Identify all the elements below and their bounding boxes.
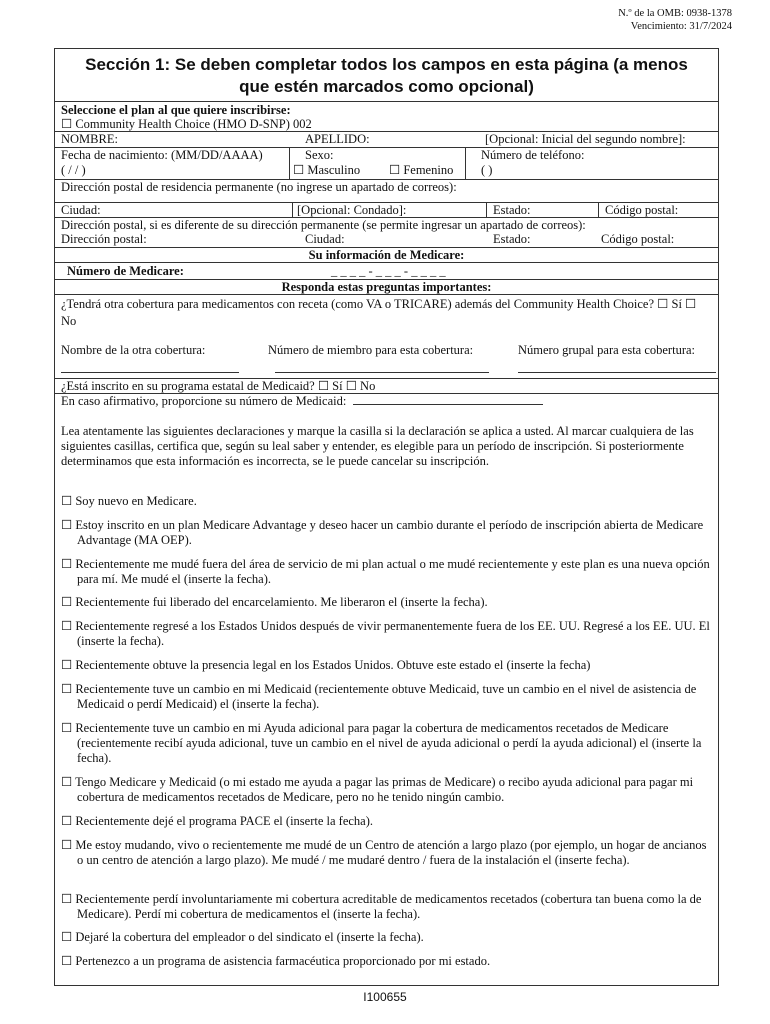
divider [598, 203, 599, 217]
questions-heading: Responda estas preguntas importantes: [55, 280, 718, 295]
plan-option-checkbox[interactable]: ☐ Community Health Choice (HMO D-SNP) 002 [61, 117, 312, 131]
statement-item[interactable]: ☐ Recientemente dejé el programa PACE el (inserte la fecha). [61, 814, 374, 828]
statement-item[interactable]: ☐ Pertenezco a un programa de asistencia farmacéutica proporcionado por mi estado. [61, 954, 491, 968]
enrollment-form [54, 48, 719, 986]
state-field[interactable]: Estado: [493, 203, 531, 217]
mailing-note: Dirección postal, si es diferente de su dirección permanente (se permite ingresar un apartado de correos): [61, 218, 586, 232]
sex-label: Sexo: [305, 148, 334, 162]
statement-item[interactable]: ☐ Tengo Medicare y Medicaid (o mi estado me ayuda a pagar las primas de Medicare) o recibo ayuda adicional para pagar mi cobertura de medicamentos recetados de Medicare, pero no he tenido ningún cambio. [61, 775, 694, 804]
mailing-address-row [55, 218, 718, 248]
middle-initial-field[interactable]: [Opcional: Inicial del segundo nombre]: [485, 132, 686, 146]
statement-item[interactable]: ☐ Recientemente me mudé fuera del área de servicio de mi plan actual o me mudé recientemente y este plan es una nueva opción para mí. Me mudé el (inserte la fecha). [61, 557, 710, 586]
dob-row [55, 148, 718, 180]
medicaid-number-line[interactable] [353, 394, 543, 405]
medicaid-question[interactable]: ¿Está inscrito en su programa estatal de Medicaid? ☐ Sí ☐ No [61, 379, 376, 393]
statement-item[interactable]: ☐ Recientemente fui liberado del encarcelamiento. Me liberaron el (inserte la fecha). [61, 595, 488, 609]
city-row [55, 203, 718, 218]
statement-item[interactable]: ☐ Recientemente tuve un cambio en mi Ayuda adicional para pagar la cobertura de medicamentos recetados de Medicare (recientemente recibí ayuda adicional, tuve un cambio en el nivel de ayuda adicional o perdí la ayuda adicional) el (inserte la fecha). [61, 721, 702, 765]
medicare-number-label: Número de Medicare: [67, 264, 184, 278]
statement-item[interactable]: ☐ Recientemente regresé a los Estados Unidos después de vivir permanentemente fuera de los EE. UU. Regresé a los EE. UU. El (inserte la fecha). [61, 619, 710, 648]
statement-item[interactable]: ☐ Me estoy mudando, vivo o recientemente me mudé de un Centro de atención a largo plazo (por ejemplo, un hogar de ancianos o un centro de atención a largo plazo). Me mudé / me mudaré dentro / fuera de la instalación el (inserte fecha). [61, 838, 707, 867]
county-field[interactable]: [Opcional: Condado]: [297, 203, 407, 217]
divider [289, 148, 290, 179]
medicaid-number-label: En caso afirmativo, proporcione su número de Medicaid: [61, 394, 347, 408]
dob-field[interactable]: ( / / ) [61, 163, 86, 177]
city-field[interactable]: Ciudad: [61, 203, 101, 217]
statement-item[interactable]: ☐ Soy nuevo en Medicare. [61, 494, 197, 508]
statements-section [55, 394, 718, 966]
statement-item[interactable]: ☐ Estoy inscrito en un plan Medicare Advantage y deseo hacer un cambio durante el período de inscripción abierta de Medicare Advantage (MA OEP). [61, 518, 704, 547]
omb-number: N.º de la OMB: 0938-1378 [618, 8, 732, 19]
plan-selection-row [55, 102, 718, 132]
last-name-field[interactable]: APELLIDO: [305, 132, 370, 146]
mailing-state-field[interactable]: Estado: [493, 232, 531, 246]
other-coverage-question[interactable]: ¿Tendrá otra cobertura para medicamentos con receta (como VA o TRICARE) además del Community Health Choice? ☐ Sí ☐ No [61, 297, 697, 328]
group-number-label: Número grupal para esta cobertura: [518, 343, 696, 357]
statement-item[interactable]: ☐ Recientemente obtuve la presencia legal en los Estados Unidos. Obtuve este estado el (inserte la fecha) [61, 658, 591, 672]
divider [465, 148, 466, 179]
group-number-line[interactable] [518, 362, 716, 373]
medicare-heading: Su información de Medicare: [55, 248, 718, 263]
female-checkbox[interactable]: ☐ Femenino [389, 163, 454, 177]
omb-info [618, 7, 732, 33]
statement-item[interactable]: ☐ Recientemente perdí involuntariamente mi cobertura acreditable de medicamentos recetados (cobertura tan buena como la de Medicare). Perdí mi cobertura de medicamentos el (inserte la fecha). [61, 892, 702, 921]
medicare-number-row [55, 263, 718, 280]
section-title: Sección 1: Se deben completar todos los campos en esta página (a menos que estén marcados como opcional) [55, 49, 718, 102]
coverage-name-line[interactable] [61, 362, 239, 373]
phone-label: Número de teléfono: [481, 148, 585, 162]
other-coverage-block [55, 295, 718, 379]
mailing-zip-field[interactable]: Código postal: [601, 232, 675, 246]
first-name-field[interactable]: NOMBRE: [61, 132, 118, 146]
male-checkbox[interactable]: ☐ Masculino [293, 163, 361, 177]
expiration-date: Vencimiento: 31/7/2024 [630, 21, 732, 32]
form-code: I100655 [363, 990, 407, 1004]
name-row [55, 132, 718, 148]
medicaid-row [55, 379, 718, 394]
phone-field[interactable]: ( ) [481, 163, 493, 177]
medicaid-number-row [61, 394, 712, 409]
statements-intro: Lea atentamente las siguientes declaraciones y marque la casilla si la declaración se aplica a usted. Al marcar cualquiera de las siguientes casillas, certifica que, según su leal saber y entender, es elegible para un período de inscripción. Si posteriormente determinamos que esta información es incorrecta, se le puede cancelar su inscripción. [61, 424, 694, 468]
member-number-line[interactable] [275, 362, 489, 373]
residence-address-label: Dirección postal de residencia permanente (no ingrese un apartado de correos): [61, 180, 457, 194]
divider [486, 203, 487, 217]
mailing-city-field[interactable]: Ciudad: [305, 232, 345, 246]
member-number-label: Número de miembro para esta cobertura: [268, 343, 474, 357]
mailing-address-field[interactable]: Dirección postal: [61, 232, 147, 246]
coverage-name-label: Nombre de la otra cobertura: [61, 343, 206, 357]
dob-label: Fecha de nacimiento: (MM/DD/AAAA) [61, 148, 263, 162]
medicare-number-field[interactable]: _ _ _ _ - _ _ _ - _ _ _ _ [331, 264, 446, 278]
statement-item[interactable]: ☐ Recientemente tuve un cambio en mi Medicaid (recientemente obtuve Medicaid, tuve un cambio en el nivel de asistencia de Medicaid o perdí Medicaid) el (inserte la fecha). [61, 682, 697, 711]
plan-prompt: Seleccione el plan al que quiere inscribirse: [61, 103, 291, 117]
zip-field[interactable]: Código postal: [605, 203, 679, 217]
statement-item[interactable]: ☐ Dejaré la cobertura del empleador o del sindicato el (inserte la fecha). [61, 930, 424, 944]
divider [292, 203, 293, 217]
residence-address-row[interactable] [55, 180, 718, 203]
